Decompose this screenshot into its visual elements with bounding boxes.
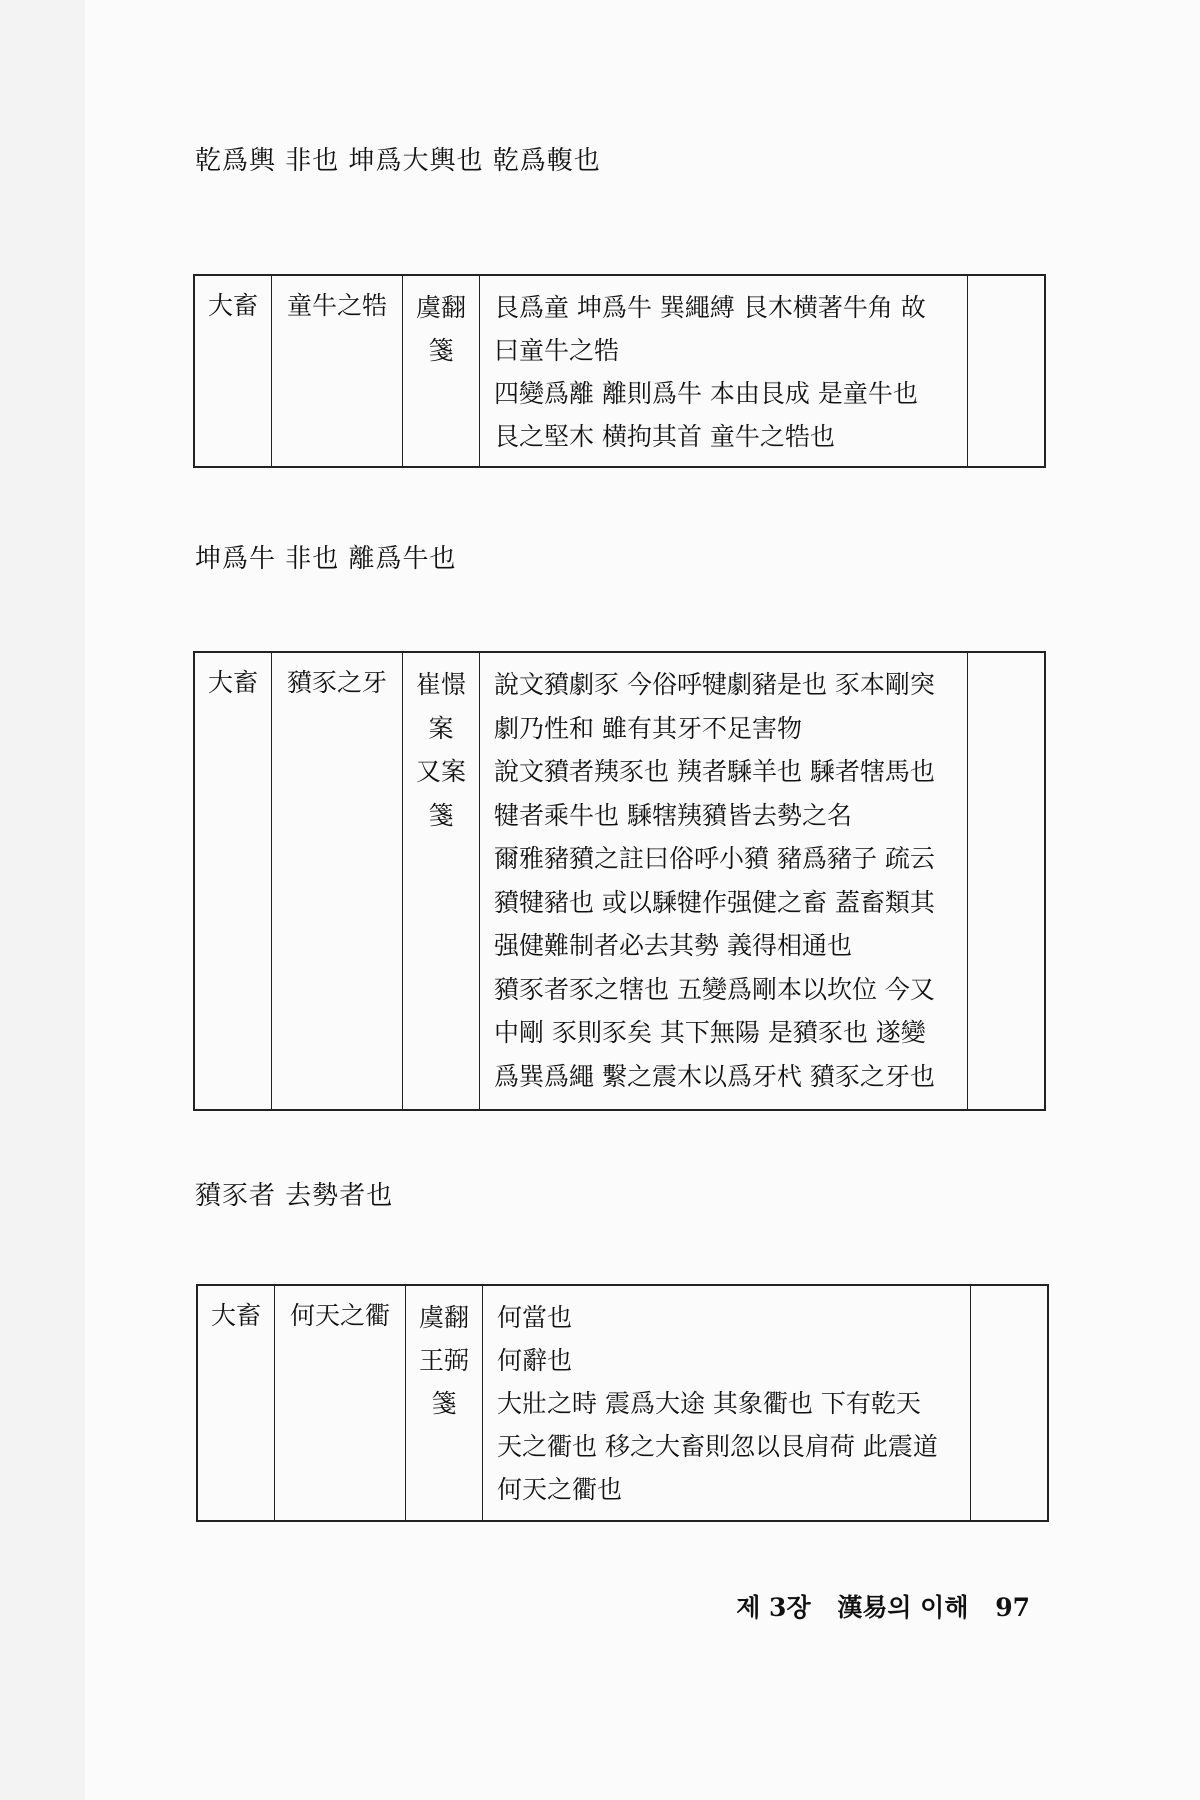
commentary-cell	[480, 275, 968, 467]
phrase-cell: 童牛之牿	[272, 275, 403, 467]
phrase-cell: 豶豕之牙	[272, 652, 403, 1110]
source-label: 虞翻	[415, 293, 466, 322]
commentary-line: 犍者乘牛也 騬犗羠豶皆去勢之名	[494, 800, 852, 830]
running-footer	[736, 1588, 1030, 1624]
source-label: 箋	[428, 336, 454, 365]
commentary-line: 何當也	[497, 1303, 573, 1332]
source-label: 箋	[431, 1389, 457, 1418]
source-label: 又案	[415, 757, 466, 786]
commentary-line: 說文豶者羠豕也 羠者騬羊也 騬者犗馬也	[494, 757, 935, 786]
commentary-line: 中剛 豕則豕矣 其下無陽 是豶豕也 遂變	[494, 1018, 926, 1047]
blank-cell	[968, 275, 1046, 467]
source-label: 王弼	[418, 1346, 469, 1375]
commentary-line: 何天之衢也	[497, 1475, 623, 1504]
heading-1: 乾爲輿 非也 坤爲大輿也 乾爲輹也	[195, 146, 601, 176]
commentary-line: 大壯之時 震爲大途 其象衢也 下有乾天	[497, 1389, 921, 1418]
source-cell	[403, 652, 480, 1110]
commentary-line: 四變爲離 離則爲牛 本由艮成 是童牛也	[494, 379, 918, 408]
blank-cell	[971, 1285, 1049, 1521]
source-label: 箋	[428, 800, 454, 830]
hexagram-cell: 大畜	[194, 275, 272, 467]
commentary-line: 艮之堅木 横拘其首 童牛之牿也	[494, 422, 835, 451]
commentary-line: 爾雅豬豶之註曰俗呼小豶 豬爲豬子 疏云	[494, 844, 935, 873]
source-cell	[406, 1285, 483, 1521]
phrase-cell: 何天之衢	[275, 1285, 406, 1521]
commentary-table-1	[193, 274, 1046, 468]
hexagram-cell: 大畜	[197, 1285, 275, 1521]
footer-title: 漢易의 이해	[837, 1593, 969, 1622]
commentary-line: 曰童牛之牿	[494, 336, 620, 365]
commentary-line: 强健難制者必去其勢 義得相通也	[494, 931, 852, 960]
commentary-line: 劇乃性和 雖有其牙不足害物	[494, 713, 802, 743]
blank-cell	[968, 652, 1046, 1110]
footer-chapter: 제 3장	[736, 1593, 811, 1622]
commentary-line: 爲巽爲繩 繫之震木以爲牙杙 豶豕之牙也	[494, 1061, 935, 1091]
commentary-line: 何辭也	[497, 1346, 573, 1375]
source-label: 崔憬	[415, 670, 466, 699]
commentary-line: 說文豶劇豕 今俗呼犍劇豬是也 豕本剛突	[494, 670, 935, 699]
commentary-cell	[480, 652, 968, 1110]
commentary-cell	[483, 1285, 971, 1521]
heading-2: 坤爲牛 非也 離爲牛也	[195, 544, 457, 574]
commentary-line: 天之衢也 移之大畜則忽以艮肩荷 此震道	[497, 1432, 938, 1461]
commentary-line: 艮爲童 坤爲牛 巽繩縛 艮木横著牛角 故	[494, 293, 926, 322]
source-label: 虞翻	[418, 1303, 469, 1332]
source-label: 案	[428, 713, 454, 743]
commentary-line: 豶犍豬也 或以騬犍作强健之畜 蓋畜類其	[494, 887, 935, 917]
source-cell	[403, 275, 480, 467]
commentary-line: 豶豕者豕之犗也 五變爲剛本以坎位 今又	[494, 974, 935, 1004]
heading-3: 豶豕者 去勢者也	[195, 1181, 394, 1211]
page-number: 97	[995, 1593, 1030, 1622]
commentary-table-3	[196, 1284, 1049, 1522]
commentary-table-2	[193, 651, 1046, 1111]
hexagram-cell: 大畜	[194, 652, 272, 1110]
